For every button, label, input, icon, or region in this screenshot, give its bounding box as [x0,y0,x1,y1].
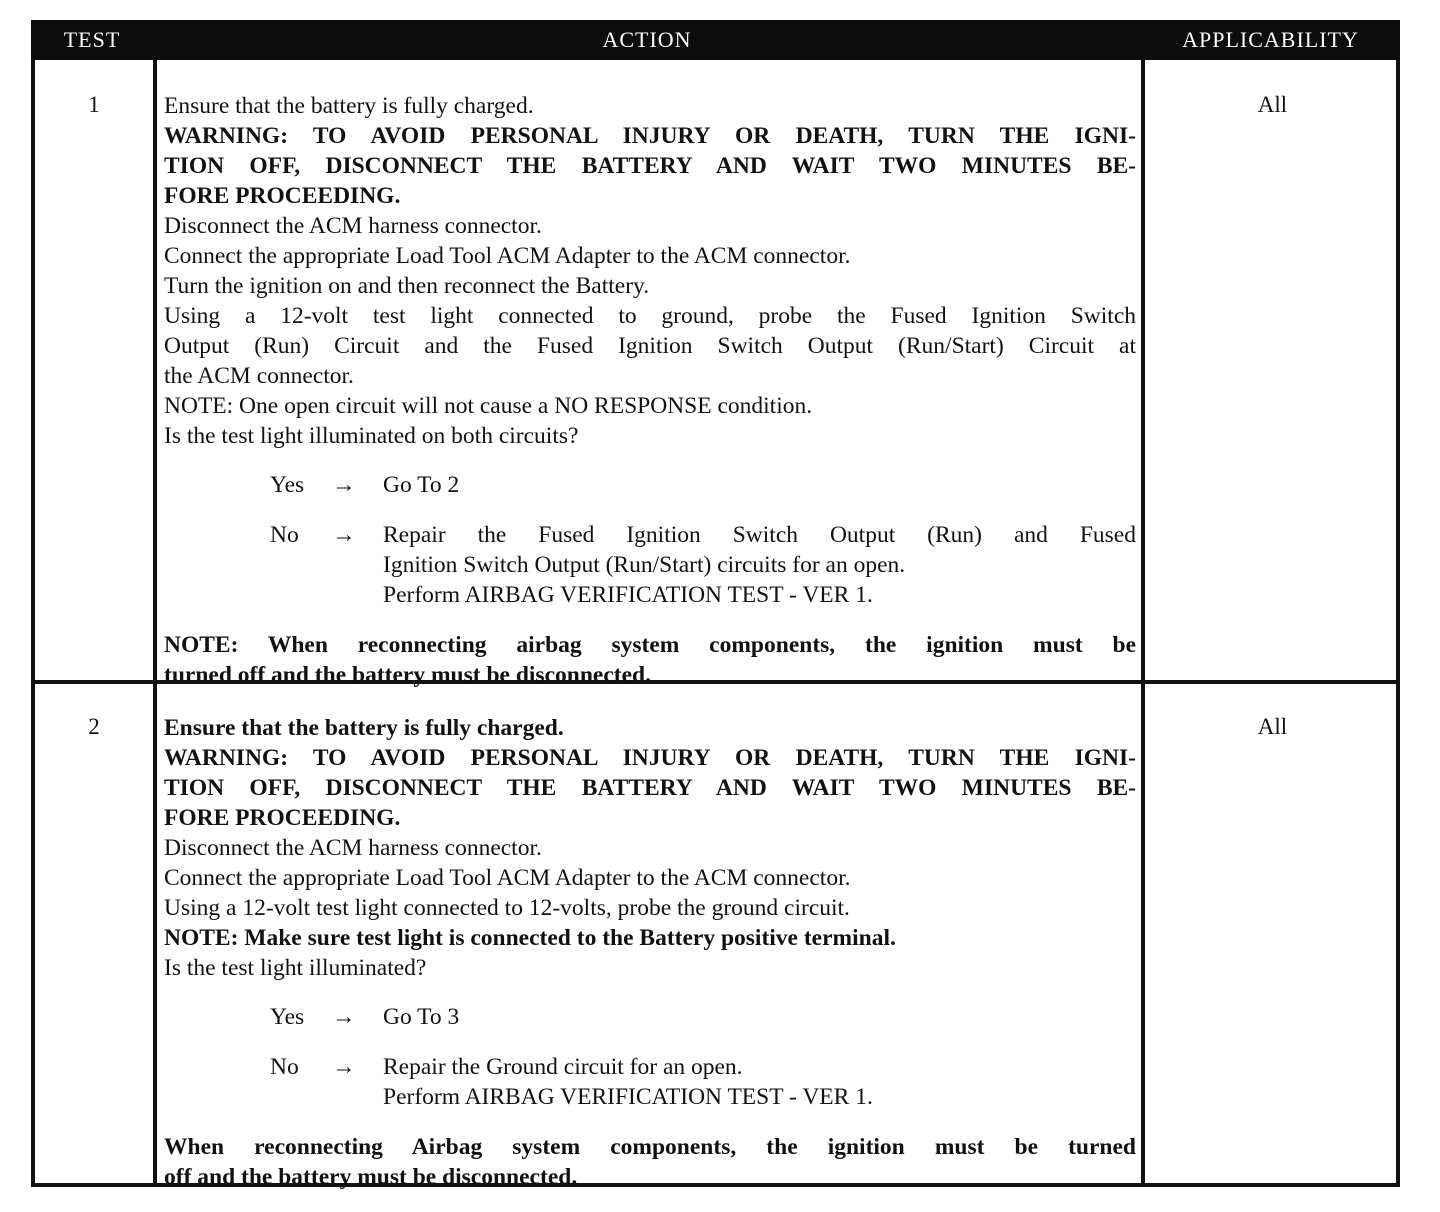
no-result-line: Perform AIRBAG VERIFICATION TEST - VER 1. [383,1084,873,1110]
no-branch [270,1052,1136,1112]
table-row [35,60,1396,688]
note-line: NOTE: One open circuit will not cause a NO RESPONSE condition. [164,393,813,419]
header-test: TEST [63,27,121,52]
action-line: Using a 12-volt test light connected to 12-volts, probe the ground circuit. [164,895,850,921]
arrow-icon: → [332,1054,356,1080]
arrow-icon: → [332,1004,356,1030]
table-header [31,20,1400,60]
note-line: NOTE: When reconnecting airbag system components, the ignition must be [164,632,1136,658]
header-applicability: APPLICABILITY [1182,27,1359,52]
header-action: ACTION [602,27,692,52]
test-table [31,20,1400,1190]
warning-line: TION OFF, DISCONNECT THE BATTERY AND WAIT TWO MINUTES BE- [164,775,1136,801]
action-line: Disconnect the ACM harness connector. [164,835,542,861]
note-line: off and the battery must be disconnected. [164,1164,578,1190]
action-line: Output (Run) Circuit and the Fused Ignition Switch Output (Run/Start) Circuit at [164,333,1136,359]
action-line: Ensure that the battery is fully charged. [164,715,564,741]
note-line: turned off and the battery must be disconnected. [164,662,651,688]
action-line: Turn the ignition on and then reconnect the Battery. [164,273,650,299]
no-label: No [270,522,299,548]
test-number: 1 [88,92,100,117]
question-line: Is the test light illuminated on both circuits? [164,423,579,449]
yes-result: Go To 3 [383,1004,460,1030]
no-result-line: Repair the Fused Ignition Switch Output (Run) and Fused [383,522,1136,548]
no-result-line: Repair the Ground circuit for an open. [383,1054,743,1080]
action-cell [164,91,1136,690]
warning-line: FORE PROCEEDING. [164,183,401,209]
no-label: No [270,1054,299,1080]
action-line: Connect the appropriate Load Tool ACM Adapter to the ACM connector. [164,243,851,269]
table-row [35,684,1396,1190]
warning-line: TION OFF, DISCONNECT THE BATTERY AND WAIT TWO MINUTES BE- [164,153,1136,179]
action-line: the ACM connector. [164,363,354,389]
warning-line: WARNING: TO AVOID PERSONAL INJURY OR DEATH, TURN THE IGNI- [164,745,1136,771]
action-line: Ensure that the battery is fully charged. [164,93,534,119]
action-cell [164,713,1136,1192]
no-branch [270,520,1136,610]
yes-label: Yes [270,472,305,498]
note-line: NOTE: Make sure test light is connected to the Battery positive terminal. [164,925,896,951]
warning-line: FORE PROCEEDING. [164,805,401,831]
action-line: Disconnect the ACM harness connector. [164,213,542,239]
action-line: Connect the appropriate Load Tool ACM Adapter to the ACM connector. [164,865,851,891]
arrow-icon: → [332,522,356,548]
question-line: Is the test light illuminated? [164,955,427,981]
arrow-icon: → [332,472,356,498]
applicability-value: All [1257,92,1288,117]
no-result-line: Ignition Switch Output (Run/Start) circuits for an open. [383,552,906,578]
yes-branch [270,1002,1136,1032]
yes-branch [270,470,1136,500]
yes-label: Yes [270,1004,305,1030]
action-line: Using a 12-volt test light connected to ground, probe the Fused Ignition Switch [164,303,1136,329]
warning-line: WARNING: TO AVOID PERSONAL INJURY OR DEATH, TURN THE IGNI- [164,123,1136,149]
yes-result: Go To 2 [383,472,460,498]
applicability-value: All [1257,714,1288,739]
note-line: When reconnecting Airbag system components, the ignition must be turned [164,1134,1136,1160]
test-number: 2 [88,714,100,739]
no-result-line: Perform AIRBAG VERIFICATION TEST - VER 1. [383,582,873,608]
